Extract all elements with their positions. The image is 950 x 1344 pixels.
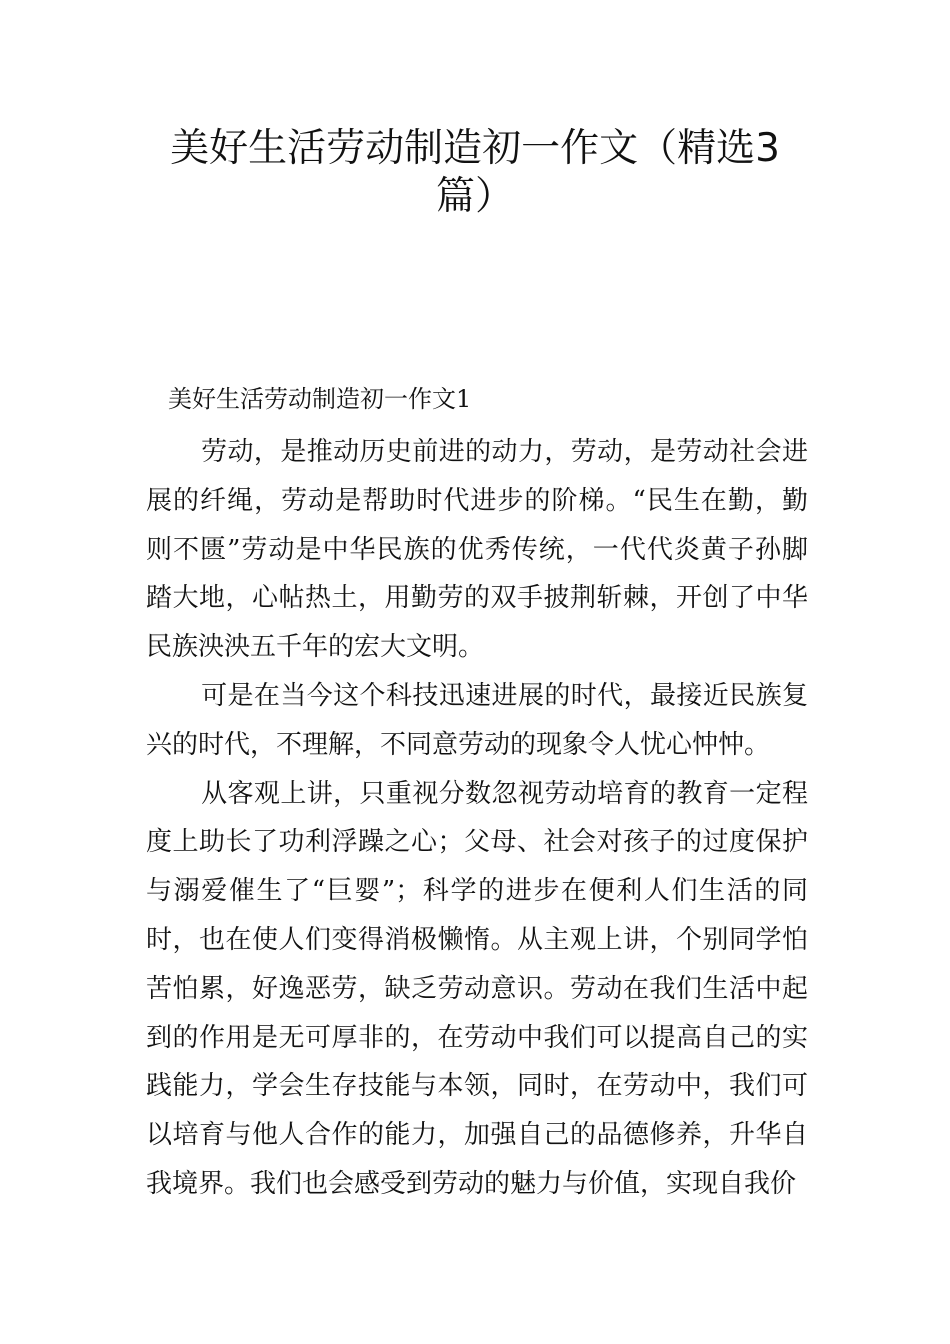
document-title: 美好生活劳动制造初一作文（精选3篇） <box>170 126 780 219</box>
paragraph-3: 从客观上讲，只重视分数忽视劳动培育的教育一定程度上助长了功利浮躁之心；父母、社会对孩子的过度保护与溺爱催生了“巨婴”；科学的进步在便利人们生活的同时，也在使人们变得消极懒惰。从主观上讲，个别同学怕苦怕累，好逸恶劳，缺乏劳动意识。劳动在我们生活中起到的作用是无可厚非的，在劳动中我们可以提高自己的实践能力，学会生存技能与本领，同时，在劳动中，我们可以培育与他人合作的能力，加强自己的品德修养，升华自我境界。我们也会感受到劳动的魅力与价值，实现自我价 <box>146 778 808 1199</box>
essay-heading: 美好生活劳动制造初一作文1 <box>168 385 472 413</box>
essay-body <box>146 428 808 1209</box>
paragraph-1: 劳动，是推动历史前进的动力，劳动，是劳动社会进展的纤绳，劳动是帮助时代进步的阶梯。“民生在勤，勤则不匮”劳动是中华民族的优秀传统，一代代炎黄子孙脚踏大地，心帖热土，用勤劳的双手披荆斩棘，开创了中华民族泱泱五千年的宏大文明。 <box>146 437 808 663</box>
paragraph-2: 可是在当今这个科技迅速进展的时代，最接近民族复兴的时代，不理解，不同意劳动的现象令人忧心忡忡。 <box>146 680 808 760</box>
